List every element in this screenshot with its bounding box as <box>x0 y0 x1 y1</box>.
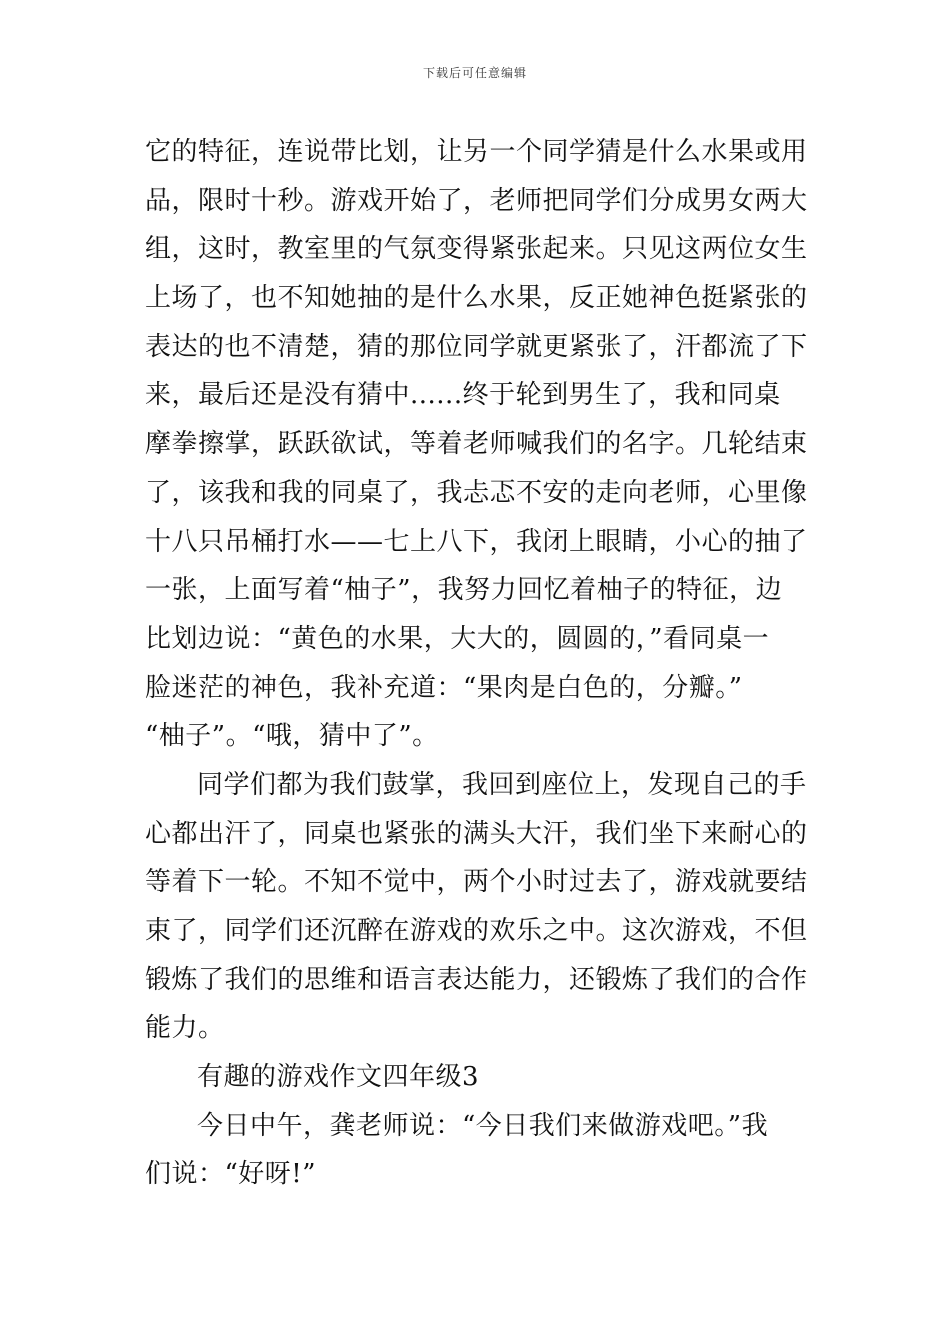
text-line: 上场了，也不知她抽的是什么水果，反正她神色挺紧张的 <box>145 283 808 314</box>
text-line: 十八只吊桶打水——七上八下，我闭上眼睛，小心的抽了 <box>145 526 808 557</box>
text-line: 比划边说：“黄色的水果，大大的，圆圆的，”看同桌一 <box>145 623 770 654</box>
page-header: 下载后可任意编辑 <box>422 66 527 80</box>
text-line: 它的特征，连说带比划，让另一个同学猜是什么水果或用 <box>145 137 808 167</box>
text-line: 等着下一轮。不知不觉中，两个小时过去了，游戏就要结 <box>145 867 808 898</box>
document-body <box>145 128 807 1199</box>
text-line: 来，最后还是没有猜中......终于轮到男生了，我和同桌 <box>145 380 781 411</box>
text-line: 组，这时，教室里的气氛变得紧张起来。只见这两位女生 <box>145 234 808 265</box>
text-line: 心都出汗了，同桌也紧张的满头大汗，我们坐下来耐心的 <box>145 818 808 849</box>
section-heading: 有趣的游戏作文四年级3 <box>197 1062 480 1093</box>
text-line: 品，限时十秒。游戏开始了，老师把同学们分成男女两大 <box>145 185 808 216</box>
text-line: 束了，同学们还沉醉在游戏的欢乐之中。这次游戏，不但 <box>145 916 808 946</box>
text-line: 能力。 <box>145 1013 225 1044</box>
paragraph-start-line: 今日中午，龚老师说：“今日我们来做游戏吧。”我 <box>197 1110 769 1141</box>
text-line: 们说：“好呀!” <box>145 1159 317 1190</box>
paragraph-start-line: 同学们都为我们鼓掌，我回到座位上，发现自己的手 <box>197 769 807 800</box>
text-line: 脸迷茫的神色，我补充道：“果肉是白色的，分瓣。” <box>145 672 743 703</box>
text-line: 摩拳擦掌，跃跃欲试，等着老师喊我们的名字。几轮结束 <box>145 429 808 460</box>
text-line: 锻炼了我们的思维和语言表达能力，还锻炼了我们的合作 <box>145 964 808 995</box>
text-line: 表达的也不清楚，猜的那位同学就更紧张了，汗都流了下 <box>145 331 808 362</box>
text-line: “柚子”。“哦，猜中了”。 <box>145 721 439 752</box>
text-line: 了，该我和我的同桌了，我忐忑不安的走向老师，心里像 <box>145 477 808 508</box>
text-line: 一张，上面写着“柚子”，我努力回忆着柚子的特征，边 <box>145 575 783 606</box>
